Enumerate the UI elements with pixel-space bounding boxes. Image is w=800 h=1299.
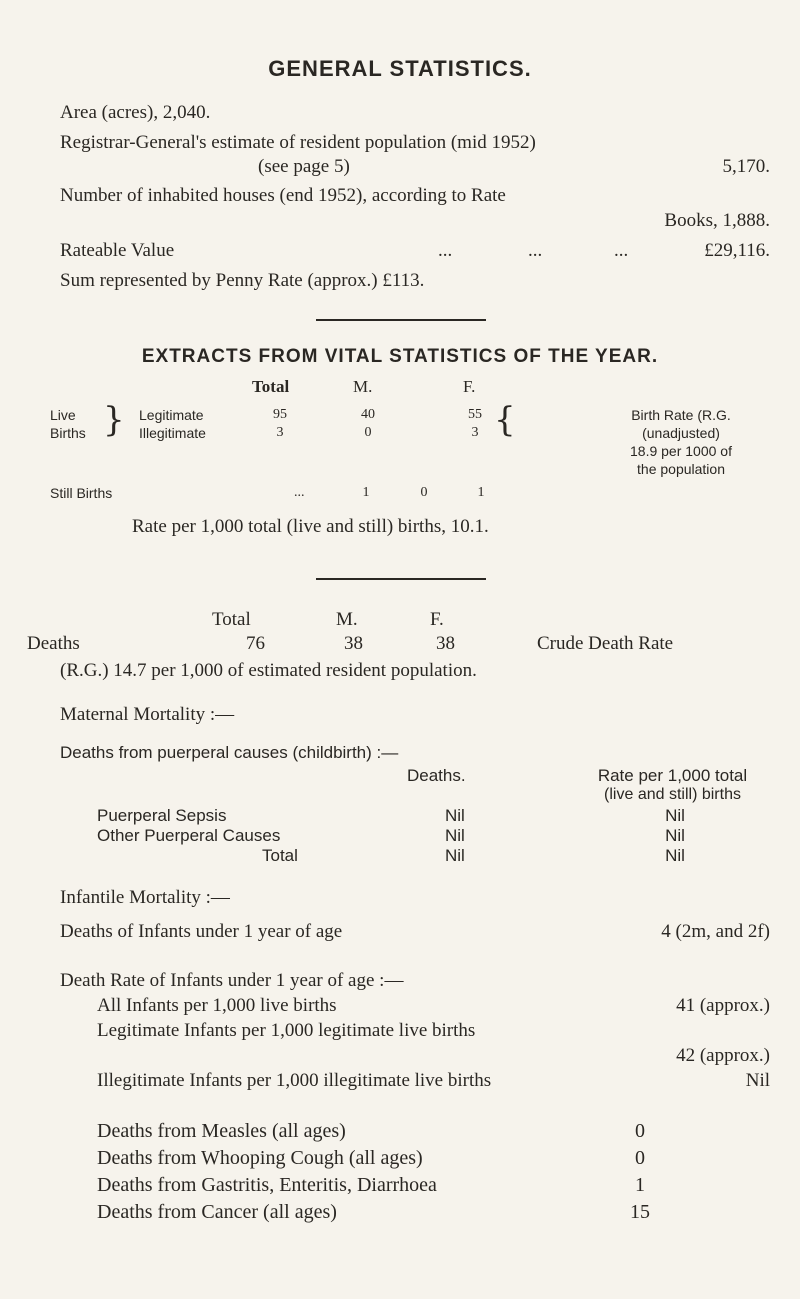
page-title: GENERAL STATISTICS. <box>268 56 532 81</box>
maternal-row-label: Total <box>262 846 298 865</box>
maternal-row-deaths: Nil <box>445 846 465 865</box>
deaths-f: 38 <box>436 633 455 654</box>
cause-label: Deaths from Measles (all ages) <box>97 1120 346 1142</box>
brace-icon: } <box>494 400 516 440</box>
cause-label: Deaths from Cancer (all ages) <box>97 1201 337 1223</box>
population-page-ref: (see page 5) <box>258 156 350 177</box>
crude-death-rate-value: (R.G.) 14.7 per 1,000 of estimated resident population. <box>60 660 477 681</box>
deaths-col-total: Total <box>212 609 251 630</box>
maternal-row-deaths: Nil <box>445 826 465 845</box>
legitimate-label: Legitimate <box>139 407 204 423</box>
divider <box>316 319 486 321</box>
leader-dots: ... <box>614 240 629 261</box>
legit-infants-value: 42 (approx.) <box>676 1045 770 1066</box>
cause-value: 0 <box>635 1147 645 1169</box>
maternal-row-rate: Nil <box>665 806 685 825</box>
maternal-row-label: Puerperal Sepsis <box>97 806 227 825</box>
illegitimate-label: Illegitimate <box>139 425 206 441</box>
maternal-col-rate: Rate per 1,000 total <box>597 766 748 785</box>
births-label: Births <box>50 425 86 441</box>
illegit-infants-label: Illegitimate Infants per 1,000 illegitimate live births <box>97 1070 492 1091</box>
infant-deaths-value: 4 (2m, and 2f) <box>661 921 770 942</box>
houses-line: Number of inhabited houses (end 1952), according to Rate <box>60 185 506 206</box>
brace-icon: } <box>103 400 125 440</box>
leader-dots: ... <box>528 240 543 261</box>
rateable-label: Rateable Value <box>60 240 175 261</box>
maternal-heading: Maternal Mortality :— <box>60 704 235 725</box>
col-total-header: Total <box>252 377 290 396</box>
cause-label: Deaths from Whooping Cough (all ages) <box>97 1147 423 1169</box>
deaths-m: 38 <box>344 633 363 654</box>
cause-value: 0 <box>635 1120 645 1142</box>
rateable-value: £29,116. <box>704 240 770 261</box>
legit-infants-label: Legitimate Infants per 1,000 legitimate live births <box>97 1020 476 1041</box>
cause-value: 15 <box>630 1201 650 1223</box>
deaths-col-f: F. <box>430 609 444 630</box>
birth-rate-note: Birth Rate (R.G. <box>631 407 731 423</box>
maternal-row-label: Other Puerperal Causes <box>97 826 281 845</box>
maternal-row-deaths: Nil <box>445 806 465 825</box>
illegit-infants-value: Nil <box>745 1070 770 1091</box>
still-f: 1 <box>477 485 485 500</box>
area-line: Area (acres), 2,040. <box>60 102 211 123</box>
all-infants-value: 41 (approx.) <box>676 995 770 1016</box>
infantile-heading: Infantile Mortality :— <box>60 887 230 908</box>
divider <box>316 578 486 580</box>
live-label: Live <box>50 407 76 423</box>
extracts-heading: EXTRACTS FROM VITAL STATISTICS OF THE YEAR. <box>141 346 659 367</box>
leader-dots: ... <box>294 485 305 500</box>
houses-value: Books, 1,888. <box>664 210 770 231</box>
legit-m: 40 <box>361 407 375 422</box>
maternal-col-deaths: Deaths. <box>407 766 466 785</box>
deaths-col-m: M. <box>336 609 358 630</box>
birth-rate-note: the population <box>637 461 725 477</box>
leader-dots: ... <box>438 240 453 261</box>
legit-total: 95 <box>273 407 287 422</box>
penny-rate-line: Sum represented by Penny Rate (approx.) £113. <box>60 270 425 291</box>
population-line: Registrar-General's estimate of resident population (mid 1952) <box>60 132 536 153</box>
col-f-header: F. <box>463 377 476 396</box>
maternal-row-rate: Nil <box>665 846 685 865</box>
illegit-f: 3 <box>471 425 479 440</box>
legit-f: 55 <box>468 407 482 422</box>
still-total: 1 <box>362 485 370 500</box>
infant-deaths-label: Deaths of Infants under 1 year of age <box>60 921 343 942</box>
still-births-label: Still Births <box>50 485 113 501</box>
still-m: 0 <box>420 485 428 500</box>
cause-label: Deaths from Gastritis, Enteritis, Diarrhoea <box>97 1174 437 1196</box>
all-infants-label: All Infants per 1,000 live births <box>97 995 337 1016</box>
illegit-m: 0 <box>364 425 372 440</box>
deaths-total: 76 <box>246 633 265 654</box>
maternal-row-rate: Nil <box>665 826 685 845</box>
birth-rate-note: (unadjusted) <box>642 425 720 441</box>
infant-rate-heading: Death Rate of Infants under 1 year of age :— <box>60 970 404 991</box>
illegit-total: 3 <box>276 425 284 440</box>
deaths-label: Deaths <box>27 633 80 654</box>
col-m-header: M. <box>353 377 373 396</box>
crude-death-rate-label: Crude Death Rate <box>537 633 674 654</box>
cause-value: 1 <box>635 1174 645 1196</box>
puerperal-heading: Deaths from puerperal causes (childbirth) :— <box>60 743 399 762</box>
maternal-col-rate: (live and still) births <box>604 786 741 803</box>
birth-rate-note: 18.9 per 1000 of <box>630 443 732 459</box>
still-birth-rate: Rate per 1,000 total (live and still) births, 10.1. <box>132 516 489 537</box>
population-value: 5,170. <box>722 156 770 177</box>
